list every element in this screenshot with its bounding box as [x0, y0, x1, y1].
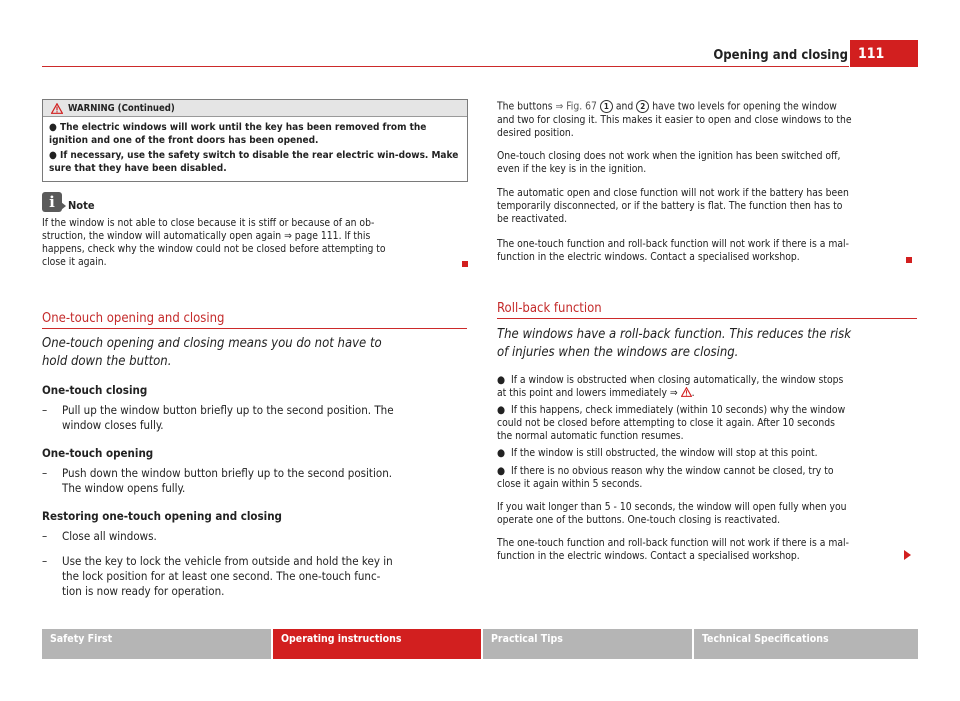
note-heading [42, 192, 95, 212]
one-touch-opening-heading: One-touch opening [42, 446, 154, 460]
figure-link[interactable]: ⇒ Fig. 67 [555, 100, 597, 113]
section-rule [42, 328, 467, 329]
note-title: Note [68, 199, 95, 212]
right-paragraph: The one-touch function and roll-back function will not work if there is a mal- function in the electric windows. Contact a specialised workshop. [497, 537, 849, 562]
footer-nav [42, 629, 918, 659]
end-mark [906, 257, 912, 263]
header-rule [42, 66, 849, 67]
warning-triangle-icon [51, 103, 63, 114]
right-intro-paragraph: The buttons ⇒ Fig. 67 1 and 2 have two levels for opening the window and two for closing it. This makes it easier to open and close windows to the desired position. [497, 100, 852, 139]
note-body: If the window is not able to close because it is stiff or because of an ob- struction, the window will automatically open again ⇒ page 111. If this happens, check why the window could not be closed before attempting to close it again. [42, 217, 386, 268]
warning-item: ● The electric windows will work until the key has been removed from the ignition and one of the front doors has been opened. [49, 122, 427, 146]
tab-practical-tips[interactable]: Practical Tips [483, 629, 692, 659]
section-title-one-touch: One-touch opening and closing [42, 311, 225, 326]
tab-safety-first[interactable]: Safety First [42, 629, 271, 659]
bullet-item: ● If this happens, check immediately (within 10 seconds) why the window could not be closed before attempting to close it again. After 10 seconds the normal automatic function resumes. [497, 404, 846, 442]
section-lead: One-touch opening and closing means you do not have to hold down the button. [42, 336, 382, 369]
bullet-item: ● If a window is obstructed when closing automatically, the window stops at this point and lowers immediately ⇒ . [497, 374, 844, 399]
end-mark [462, 261, 468, 267]
warning-header [43, 100, 467, 117]
right-paragraph: One-touch closing does not work when the ignition has been switched off, even if the key is in the ignition. [497, 150, 841, 175]
page-number: 111 [850, 40, 918, 67]
warning-item: ● If necessary, use the safety switch to disable the rear electric win-dows. Make sure that they have been disabled. [49, 150, 459, 174]
tab-operating-instructions[interactable]: Operating instructions [273, 629, 481, 659]
bullet-item: ● If the window is still obstructed, the window will stop at this point. [497, 447, 818, 459]
callout-2: 2 [636, 100, 649, 113]
right-paragraph: The one-touch function and roll-back function will not work if there is a mal- function in the electric windows. Contact a specialised workshop. [497, 238, 849, 263]
step-item: – Close all windows. [42, 529, 157, 543]
step-item: – Push down the window button briefly up to the second position. The window opens fully. [42, 466, 393, 495]
bullet-item: ● If there is no obvious reason why the window cannot be closed, try to close it again within 5 seconds. [497, 465, 834, 490]
tab-technical-specifications[interactable]: Technical Specifications [694, 629, 918, 659]
warning-box [42, 99, 468, 182]
info-icon: i [42, 192, 62, 212]
step-item: – Pull up the window button briefly up to the second position. The window closes fully. [42, 403, 394, 432]
section-rule [497, 318, 917, 319]
callout-1: 1 [600, 100, 613, 113]
restore-heading: Restoring one-touch opening and closing [42, 509, 282, 523]
warning-title: WARNING (Continued) [68, 102, 175, 114]
right-paragraph: If you wait longer than 5 - 10 seconds, the window will open fully when you operate one of the buttons. One-touch closing is reactivated. [497, 501, 847, 526]
section-lead: The windows have a roll-back function. This reduces the risk of injuries when the windows are closing. [497, 327, 852, 360]
one-touch-closing-heading: One-touch closing [42, 383, 148, 397]
running-header-title: Opening and closing [713, 48, 848, 63]
section-title-roll-back: Roll-back function [497, 301, 602, 316]
step-item: – Use the key to lock the vehicle from outside and hold the key in the lock position for at least one second. The one-touch func- tion is now ready for operation. [42, 554, 393, 598]
warning-triangle-icon[interactable] [681, 387, 692, 397]
continue-arrow-icon [903, 550, 912, 560]
right-paragraph: The automatic open and close function will not work if the battery has been temporarily disconnected, or if the battery is flat. The function then has to be reactivated. [497, 187, 849, 225]
